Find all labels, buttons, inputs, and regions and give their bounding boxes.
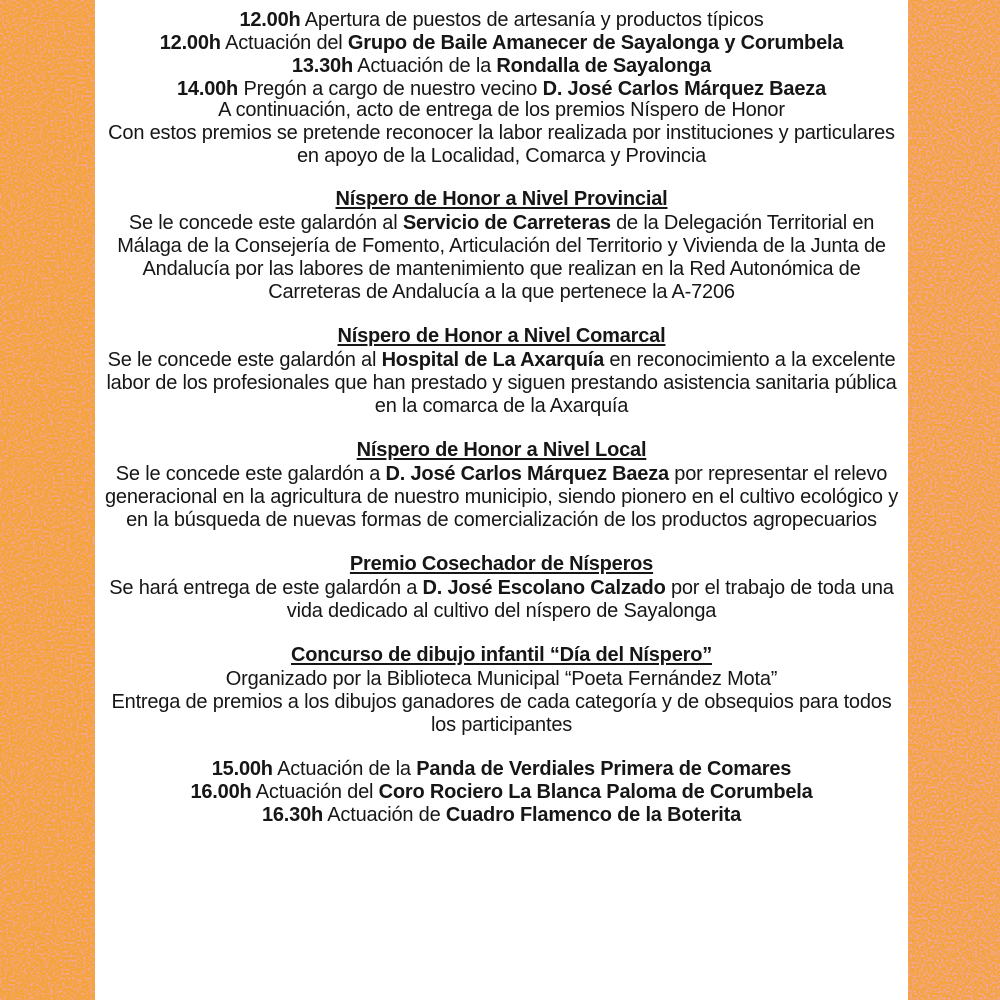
award-text-regular: en reconocimiento a la excelente labor de los profesionales que han prestado y siguen prestando asistencia sanitaria pública en la comarca de la Axarquía [106,349,897,417]
award-heading: Níspero de Honor a Nivel Provincial [335,188,668,210]
award-heading: Níspero de Honor a Nivel Comarcal [337,325,666,347]
intro-line: Con estos premios se pretende reconocer la labor realizada por instituciones y particulares en apoyo de la Localidad, Comarca y Provincia [108,122,895,167]
award-heading: Concurso de dibujo infantil “Día del Níspero” [290,644,713,666]
right-border-texture [908,0,1000,1000]
event-time: 16.30h [261,804,324,826]
intro-paragraph [101,99,902,168]
event-description: Actuación del [255,781,379,803]
award-text [101,668,902,691]
event-performer: D. José Carlos Márquez Baeza [542,78,826,100]
award-text-regular: por el trabajo de toda una vida dedicado al cultivo del níspero de Sayalonga [286,577,894,622]
event-performer: Grupo de Baile Amanecer de Sayalonga y Corumbela [347,32,844,54]
award-section [101,325,902,418]
award-text-bold: D. José Escolano Calzado [422,577,666,599]
event-performer: Coro Rociero La Blanca Paloma de Corumbela [378,781,813,803]
award-text [101,212,902,304]
program-content [95,0,908,1000]
left-border-texture [0,0,95,1000]
award-text-regular: Organizado por la Biblioteca Municipal “Poeta Fernández Mota” [225,668,778,690]
event-time: 12.00h [159,32,221,54]
event-description: Apertura de puestos de artesanía y productos típicos [304,9,764,31]
event-time: 16.00h [190,781,252,803]
schedule-event [101,804,902,827]
award-section [101,644,902,737]
event-performer: Cuadro Flamenco de la Boterita [445,804,742,826]
event-description: Actuación de la [357,55,497,77]
award-text-regular: por representar el relevo generacional en la agricultura de nuestro municipio, siendo pionero en el cultivo ecológico y en la búsqueda de nuevas formas de comercialización de los productos agropecuarios [104,463,898,531]
award-text-regular: de la Delegación Territorial en Málaga de la Consejería de Fomento, Articulación del Territorio y Vivienda de la Junta de Andalucía por las labores de mantenimiento que realizan en la Red Autonómica de Carreteras de Andalucía a la que pertenece la A-7206 [117,212,886,303]
award-section [101,439,902,532]
award-text-regular: Se le concede este galardón al [128,212,403,234]
award-section [101,553,902,623]
event-time: 13.30h [291,55,353,77]
award-text-bold: Hospital de La Axarquía [381,349,605,371]
schedule-event [101,758,902,781]
event-description: Actuación del [225,32,348,54]
award-text-regular: Se le concede este galardón a [115,463,386,485]
award-heading: Premio Cosechador de Nísperos [349,553,654,575]
award-section [101,188,902,304]
award-text-bold: D. José Carlos Márquez Baeza [385,463,669,485]
award-text [101,577,902,623]
schedule-event [101,32,902,55]
award-heading: Níspero de Honor a Nivel Local [356,439,647,461]
schedule-event [101,55,902,78]
schedule-event [101,9,902,32]
event-description: Actuación de la [277,758,417,780]
award-text-regular: Se hará entrega de este galardón a [109,577,423,599]
award-text [101,463,902,532]
intro-line: A continuación, acto de entrega de los premios Níspero de Honor [218,99,785,121]
event-time: 15.00h [211,758,273,780]
schedule-event [101,78,902,101]
event-description: Pregón a cargo de nuestro vecino [243,78,543,100]
event-performer: Rondalla de Sayalonga [496,55,712,77]
event-performer: Panda de Verdiales Primera de Comares [416,758,792,780]
award-text-bold: Servicio de Carreteras [402,212,611,234]
award-text [101,691,902,737]
event-time: 14.00h [177,78,239,100]
award-text [101,349,902,418]
event-time: 12.00h [239,9,301,31]
award-text-regular: Se le concede este galardón al [107,349,382,371]
award-text-regular: Entrega de premios a los dibujos ganadores de cada categoría y de obsequios para todos los participantes [111,691,892,736]
event-description: Actuación de [327,804,446,826]
schedule-event [101,781,902,804]
